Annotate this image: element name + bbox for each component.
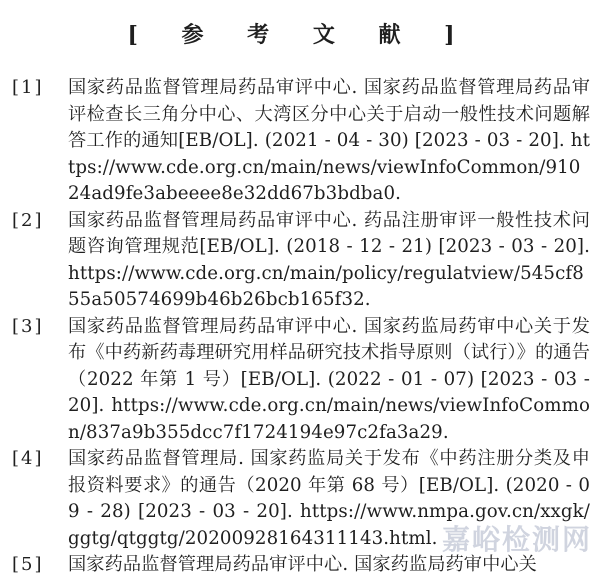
watermark: 嘉峪检测网 — [441, 523, 592, 556]
reference-text: 国家药品监督管理局药品审评中心. 国家药监局药审中心关于发布《中药新药毒理研究用样品研究技术指导原则（试行）》的通告（2022 年第 1 号）[EB/OL]. (2022 - 01 - 07) [2023 - 03 - 20]. https://www.cde.org.cn/main/news/viewInfoCommon/837a9b355dcc7f1724194e97c2fa3a29. — [68, 315, 590, 443]
reference-number: [5] — [12, 554, 44, 575]
reference-number: [3] — [12, 315, 44, 337]
reference-text: 国家药品监督管理局药品审评中心. 国家药监局药审中心关 — [68, 554, 537, 575]
reference-number: [1] — [12, 77, 44, 98]
reference-text: 国家药品监督管理局药品审评中心. 国家药品监督管理局药品审评检查长三角分中心、大湾区分中心关于启动一般性技术问题解答工作的通知[EB/OL]. (2021 - 04 - 30) [2023 - 03 - 20]. https://www.cde.org.cn/main/news/viewInfoCommon/91024ad9fe3abeeee8e32dd67b3bdba0. — [68, 77, 590, 204]
reference-item-3 — [12, 314, 592, 447]
reference-number: [2] — [12, 209, 44, 231]
reference-number: [4] — [12, 448, 44, 469]
reference-item-5 — [12, 552, 592, 579]
reference-item-1 — [12, 75, 592, 208]
section-title: [ 参 考 文 献 ] — [127, 22, 473, 48]
reference-item-4 — [12, 446, 592, 552]
reference-list — [12, 75, 592, 579]
reference-text: 国家药品监督管理局. 国家药监局关于发布《中药注册分类及申报资料要求》的通告（2020 年第 68 号）[EB/OL]. (2020 - 09 - 28) [2023 - 03 - 20]. https://www.nmpa.gov.cn/xxgk/ggtg/qtggtg/20200928164311143.html. — [68, 448, 590, 549]
reference-item-2 — [12, 208, 592, 314]
reference-text: 国家药品监督管理局药品审评中心. 药品注册审评一般性技术问题咨询管理规范[EB/OL]. (2018 - 12 - 21) [2023 - 03 - 20]. https://www.cde.org.cn/main/policy/regulatview/545cf855a50574699b46b26bcb165f32. — [68, 209, 590, 310]
